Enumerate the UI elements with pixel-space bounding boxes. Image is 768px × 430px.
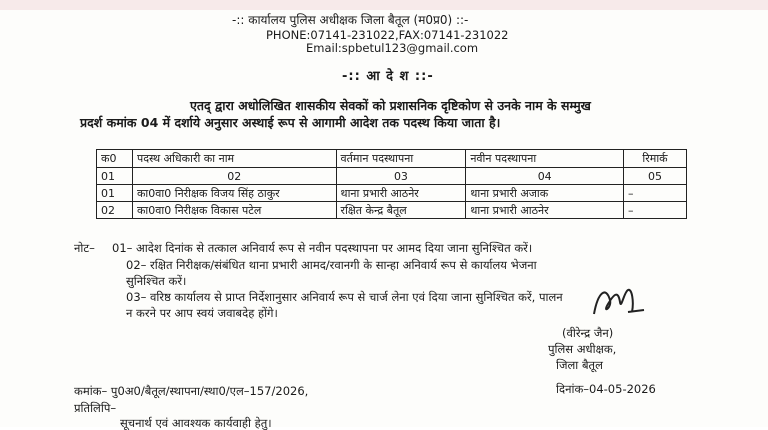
table-cell: 01	[97, 185, 133, 202]
signatory-designation: पुलिस अधीक्षक,	[548, 342, 617, 356]
notes-label: नोट–	[74, 241, 95, 255]
note-3-line-1: 03– वरिष्ठ कार्यालय से प्राप्त निर्देशानुसार अनिवार्य रूप से चार्ज लेना एवं दिया जाना सुनिश्चित करें, पालन	[126, 290, 563, 304]
table-cell: रक्षित केन्द्र बैतूल	[336, 202, 466, 219]
table-cell: थाना प्रभारी आठनेर	[336, 185, 466, 202]
number-cell: 03	[336, 168, 466, 185]
table-number-row	[97, 168, 687, 185]
copy-to-label: प्रतिलिपि–	[74, 401, 117, 415]
header-cell: पदस्थ अधिकारी का नाम	[132, 150, 336, 168]
phone-fax: PHONE:07141-231022,FAX:07141-231022	[266, 28, 509, 42]
header-cell: क0	[97, 150, 133, 168]
table-cell: थाना प्रभारी आठनेर	[466, 202, 624, 219]
intro-line-2: प्रदर्श कमांक 04 में दर्शाये अनुसार अस्थाई रूप से आगामी आदेश तक पदस्थ किया जाता है।	[80, 115, 501, 130]
table-header-row	[97, 150, 687, 168]
note-2-line-2: सुनिश्चित करें।	[126, 274, 187, 288]
number-cell: 01	[97, 168, 133, 185]
email: Email:spbetul123@gmail.com	[306, 41, 479, 55]
table-cell: 02	[97, 202, 133, 219]
signatory-name: (वीरेन्द्र जैन)	[562, 326, 614, 340]
intro-line-1: एतद् द्वारा अधोलिखित शासकीय सेवकों को प्रशासनिक दृष्टिकोण से उनके नाम के सम्मुख	[190, 98, 591, 113]
table-cell: –	[624, 202, 687, 219]
page-top-band	[0, 0, 768, 10]
office-header: -:: कार्यालय पुलिस अधीक्षक जिला बैतूल (म0प्र0) ::-	[232, 13, 469, 27]
header-cell: नवीन पदस्थापना	[466, 150, 624, 168]
signature-mark	[588, 282, 648, 326]
number-cell: 04	[466, 168, 624, 185]
table-cell: थाना प्रभारी अजाक	[466, 185, 624, 202]
number-cell: 02	[132, 168, 336, 185]
note-1: 01– आदेश दिनांक से तत्काल अनिवार्य रूप से नवीन पदस्थापना पर आमद दिया जाना सुनिश्चित करें।	[112, 241, 533, 255]
table-cell: –	[624, 185, 687, 202]
signatory-district: जिला बैतूल	[556, 358, 603, 372]
copy-action: सूचनार्थ एवं आवश्यक कार्यवाही हेतु।	[120, 416, 272, 430]
posting-table	[96, 149, 687, 219]
table-row	[97, 185, 687, 202]
table-cell: का0वा0 निरीक्षक विजय सिंह ठाकुर	[132, 185, 336, 202]
table-row	[97, 202, 687, 219]
note-3-line-2: न करने पर आप स्वयं जवाबदेह होंगे।	[126, 306, 278, 320]
reference-number: कमांक– पु0अ0/बैतूल/स्थापना/स्था0/एल–157/2026,	[74, 384, 309, 398]
note-2-line-1: 02– रक्षित निरीक्षक/संबंधित थाना प्रभारी आमद/रवानगी के सान्हा अनिवार्य रूप से कार्यालय भेजना	[126, 258, 537, 272]
number-cell: 05	[624, 168, 687, 185]
header-cell: वर्तमान पदस्थापना	[336, 150, 466, 168]
header-cell: रिमार्क	[624, 150, 687, 168]
order-date: दिनांक–04-05-2026	[556, 382, 656, 396]
order-title: -:: आ दे श ::-	[342, 69, 434, 84]
table-cell: का0वा0 निरीक्षक विकास पटेल	[132, 202, 336, 219]
